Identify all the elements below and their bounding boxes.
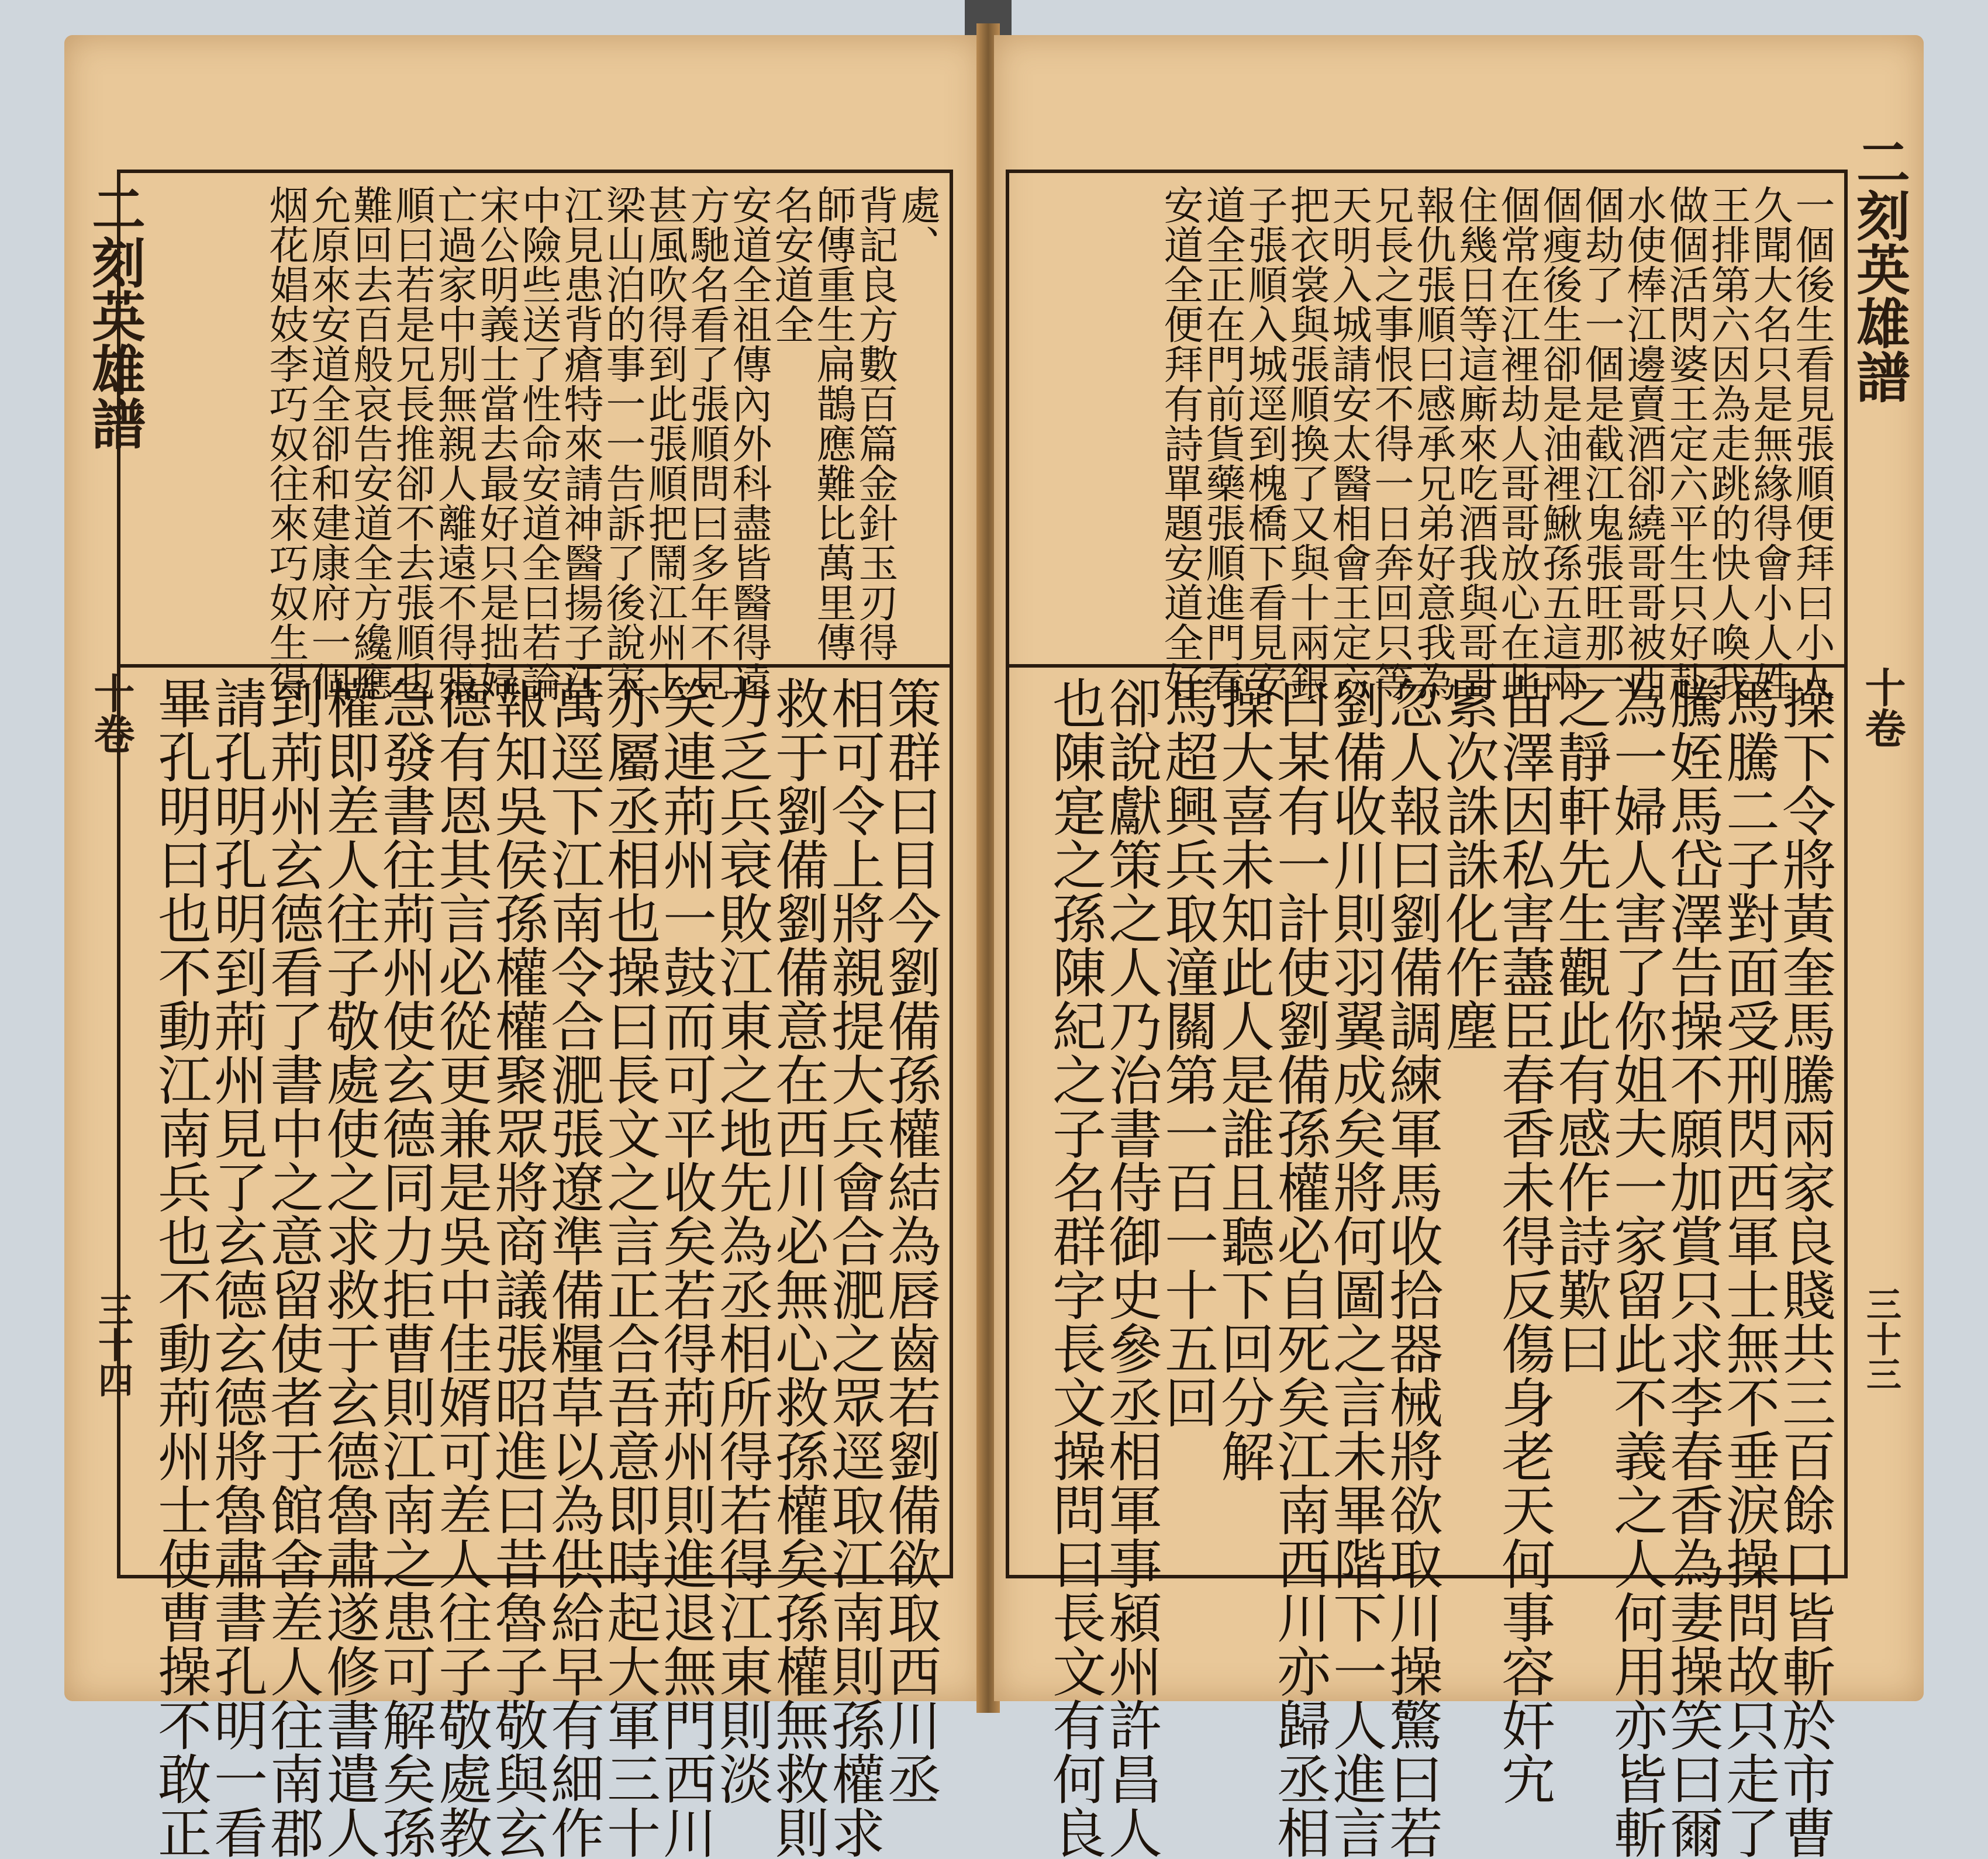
text-column: 德有恩其言必從更兼是吳中佳婿可差人往子敬處教 (430, 676, 492, 1859)
right-page-number: 三十三 (1861, 1286, 1901, 1391)
text-column: 個瘦後生卻是油裡鰍孫五這兩 (1536, 185, 1582, 702)
text-column: 苗澤因私害藎臣春香未得反傷身老天何事容奸宄 (1493, 676, 1555, 1805)
text-column: 騰姪馬岱澤告操不願加賞只求李春香為妻操笑曰爾 (1661, 676, 1724, 1859)
right-juan-label: 十卷 (1858, 666, 1907, 748)
text-column: 報知吳侯孫權權聚眾將商議張昭進曰昔魯子敬與玄 (486, 676, 548, 1859)
text-column: 馬騰二子對面受刑閃西軍士無不垂淚操問故只走了 (1717, 676, 1780, 1859)
text-column: 為一婦人害了你姐夫一家留此不義之人何用亦皆斬 (1605, 676, 1668, 1859)
text-column: 亡過家中別無親人離遠不得張 (431, 185, 477, 702)
text-column: 允原來安道全卻和建康府一個 (305, 185, 351, 702)
left-side-title: 二刻英雄譜 (83, 181, 146, 450)
right-lower-text (1044, 676, 1836, 1859)
right-page (994, 35, 1924, 1859)
text-column: 難回去百般哀告安道全方纔應 (347, 185, 393, 702)
left-juan-label: 十卷 (87, 672, 136, 754)
text-column: 個劫了一個是截江鬼張旺那一 (1578, 185, 1624, 702)
text-column: 操大喜未知此人是誰且聽下回分解 (1212, 676, 1275, 1483)
text-column: 亦屬丞相也操曰長文之言正合吾意即時起大軍三十 (598, 676, 661, 1859)
right-text-frame (1006, 170, 1848, 1859)
text-column: 萬逕下江南令合淝張遼準備糧草以為供給早有細作 (542, 676, 605, 1859)
text-column: 力乏兵衰敗江東之地先為丞相所得若得江東則淡 (710, 676, 773, 1805)
right-upper-text (1157, 185, 1835, 702)
text-column: 請孔明孔明到荊州見了玄德玄德將魯肅書孔明一看 (205, 676, 268, 1859)
text-column: 子張順入城逕到槐橋下看見安 (1241, 185, 1288, 702)
text-column: 救于劉備劉備意在西川必無心救孫權矣孫權無救則 (767, 676, 829, 1859)
left-text-frame (117, 170, 953, 1859)
text-column: 兄長之事恨不得一日奔回只等 (1368, 185, 1414, 702)
text-column: 操下令將黃奎馬騰兩家良賤共三百餘口皆斬於市曹 (1773, 676, 1836, 1859)
text-column: 笑連荊州一鼓而可平收矣若得荊州則進退無門西川 (654, 676, 717, 1859)
text-column: 馬超興兵取潼關第一百一十五回 (1156, 676, 1219, 1429)
text-column: 畢孔明曰也不動江南兵也不動荊州士使曹操不敢正 (149, 676, 212, 1859)
text-column: 也陳寔之孫陳紀之子名群字長文操問曰長文有何良 (1044, 676, 1106, 1859)
text-column: 背記良方數百篇金針玉刃得 (852, 185, 898, 662)
text-column: 中險些送了性命安道全曰若論 (515, 185, 561, 702)
text-column: 處、 (894, 185, 940, 264)
left-page-number: 三十四 (92, 1292, 133, 1397)
left-lower-text (149, 676, 941, 1859)
left-upper-text (263, 185, 940, 702)
text-column: 累次誅誅化作塵 (1437, 676, 1499, 1052)
text-column: 做個活閃婆王定六平生只好赴 (1662, 185, 1709, 702)
text-column: 安道全祖傳內外科盡皆醫得遠 (726, 185, 772, 702)
text-column: 道全正在門前貨藥張順進門看 (1199, 185, 1245, 702)
text-column: 急發書往荊州使玄德同力拒曹則江南之患可解矣孫 (374, 676, 436, 1859)
text-column: 江見患背瘡特來請神醫揚子江 (557, 185, 603, 702)
text-column: 烟花娼妓李巧奴往來巧奴生得 (263, 185, 309, 702)
text-column: 曰某有一計使劉備孫權必自死矣江南西川亦歸丞相 (1268, 676, 1331, 1859)
text-column: 到荊州玄德看了書中之意留使者于館舍差人往南郡 (261, 676, 324, 1859)
text-column: 順曰若是兄長推卻不去張順也 (389, 185, 435, 702)
text-column: 相可令上將親提大兵會合淝之眾逕取江南則孫權求 (823, 676, 885, 1859)
text-column: 一個後生看見張順便拜曰小人 (1789, 185, 1835, 702)
text-column: 方馳名看了張順問曰多年不見 (684, 185, 730, 702)
text-column: 宋公明義士當去最好只是拙婦 (473, 185, 519, 702)
left-page (64, 35, 982, 1859)
text-column: 卻說獻策之人乃治書侍御史參丞相軍事潁州許昌人 (1100, 676, 1162, 1859)
text-column: 權即差人往子敬處使之求救于玄德魯肅遂修書遣人 (317, 676, 380, 1859)
text-column: 水使棒江邊賣酒卻繞哥哥被西 (1620, 185, 1666, 702)
text-column: 梁山泊的事一一告訴了後說宋 (599, 185, 646, 702)
text-column: 師傳重生扁鵲應難比萬里傳 (810, 185, 856, 662)
text-column: 報仇張順曰感承兄弟好意我為 (1410, 185, 1456, 702)
open-book (64, 23, 1924, 1859)
right-side-title: 二刻英雄譜 (1848, 134, 1911, 403)
text-column: 住幾日等這廝來吃酒我與哥哥 (1452, 185, 1498, 702)
text-column: 久聞大名只是無緣得會小人姓 (1747, 185, 1793, 702)
text-column: 甚風吹得到此張順把鬧江州上 (641, 185, 688, 702)
text-column: 個常在江裡劫人哥哥放心在此 (1494, 185, 1540, 702)
text-column: 名安道全 (768, 185, 814, 344)
text-column: 策群曰目今劉備孫權結為唇齒若劉備欲取西川丞 (879, 676, 941, 1805)
text-column: 忽人報曰劉備調練軍馬收拾器械將欲取川操驚曰若 (1380, 676, 1443, 1859)
text-column: 之靜軒先生觀此有感作詩歎曰 (1549, 676, 1611, 1375)
text-column: 劉備收川則羽翼成矣將何圖之言未畢階下一人進言 (1324, 676, 1387, 1859)
text-column: 王排第六因為走跳的快人喚我 (1704, 185, 1751, 702)
text-column: 天明入城請安太醫相會王定六 (1326, 185, 1372, 702)
text-column: 把衣裳與張順換了又與十兩銀 (1283, 185, 1330, 702)
text-column: 安道全便拜有詩單題安道全好 (1157, 185, 1203, 702)
